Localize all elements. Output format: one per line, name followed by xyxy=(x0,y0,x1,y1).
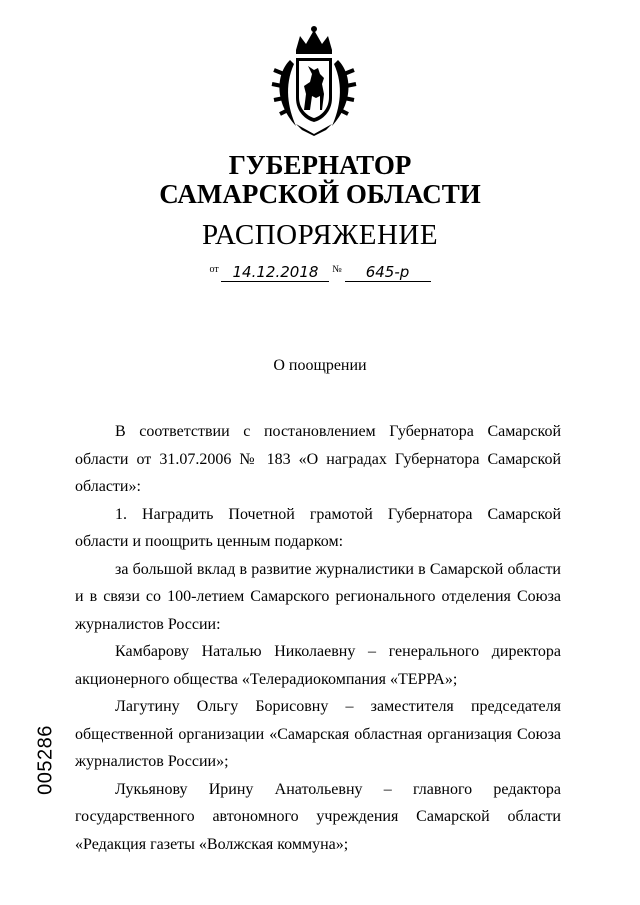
dateline xyxy=(0,258,640,282)
handwritten-date: 14.12.2018 xyxy=(221,263,329,282)
header-region: САМАРСКОЙ ОБЛАСТИ xyxy=(159,179,481,209)
serial-number: 005286 xyxy=(34,725,57,795)
header-governor: ГУБЕРНАТОР xyxy=(228,150,412,180)
body-paragraph: Камбарову Наталью Николаевну – генерального директора акционерного общества «Телерадиокомпания «ТЕРРА»; xyxy=(75,643,561,688)
document-body xyxy=(75,418,561,858)
handwritten-number: 645-р xyxy=(345,263,431,282)
body-paragraph: Лукьянову Ирину Анатольевну – главного редактора государственного автономного учреждения Самарской области «Редакция газеты «Волжская коммуна»; xyxy=(75,780,561,853)
date-from-label: от xyxy=(209,264,219,275)
body-paragraph: за большой вклад в развитие журналистики в Самарской области и в связи со 100-летием Самарского регионального отделения Союза журналистов России: xyxy=(75,560,561,633)
body-paragraph: Лагутину Ольгу Борисовну – заместителя председателя общественной организации «Самарская областная организация Союза журналистов России»; xyxy=(75,698,561,770)
document-subject: О поощрении xyxy=(273,357,367,374)
document-type-title: РАСПОРЯЖЕНИЕ xyxy=(201,219,439,251)
number-label: № xyxy=(332,264,342,275)
serial-number-stamp xyxy=(36,718,56,802)
body-paragraph: В соответствии с постановлением Губернатора Самарской области от 31.07.2006 № 183 «О наградах Губернатора Самарской области»: xyxy=(75,423,561,495)
body-paragraph: 1. Наградить Почетной грамотой Губернатора Самарской области и поощрить ценным подарком: xyxy=(75,505,561,550)
samara-coat-of-arms-icon xyxy=(266,24,362,136)
